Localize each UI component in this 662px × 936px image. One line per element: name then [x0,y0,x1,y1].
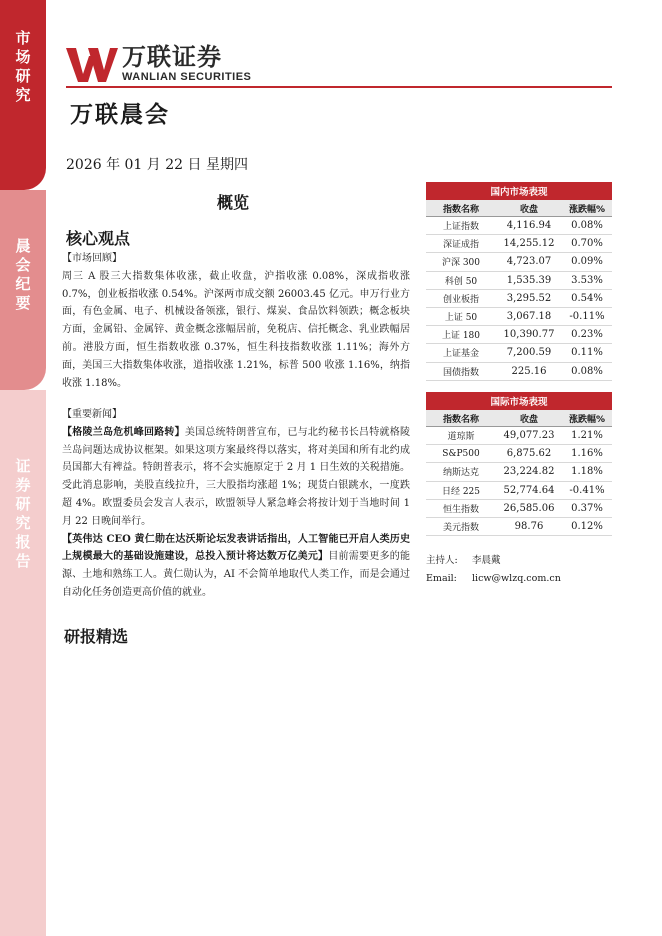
side-banner-market-research [0,0,46,190]
cell-close: 225.16 [511,365,547,377]
cell-index-name: 纳斯达克 [442,468,479,479]
cell-index-name: S&P500 [442,448,480,459]
cell-change: 1.18% [571,466,603,478]
cell-change: 0.70% [571,238,603,250]
core-view-heading: 核心观点 [66,229,131,248]
table-row [426,217,612,235]
side-banner-morning-summary [0,190,46,390]
cell-index-name: 沪深 300 [441,258,481,269]
col-close: 收盘 [519,414,538,425]
table-row [426,253,612,271]
col-change: 涨跌幅% [568,204,606,215]
cell-change: 0.37% [571,502,603,514]
research-picks-heading: 研报精选 [64,627,129,646]
news-tag: 【重要新闻】 [62,409,122,420]
cell-change: 0.54% [571,292,603,304]
cell-index-name: 上证 180 [441,331,481,342]
side-label-middle: 晨会纪要 [13,238,32,314]
cell-index-name: 上证 50 [444,313,478,324]
report-title: 万联晨会 [70,101,170,128]
domestic-table-title: 国内市场表现 [426,182,612,200]
table-row [426,500,612,518]
cell-close: 26,585.06 [503,502,555,514]
cell-index-name: 恒生指数 [442,504,479,515]
logo-name-cn: 万联证券 [122,43,222,71]
logo-name-en: WANLIAN SECURITIES [122,71,252,83]
cell-close: 4,723.07 [506,256,552,268]
side-label-top: 市场研究 [13,30,32,106]
table-row [426,482,612,500]
report-date: 2026 年 01 月 22 日 星期四 [66,157,248,173]
cell-close: 49,077.23 [503,430,555,442]
wanlian-logo-icon [66,44,118,84]
host-name: 李晨戴 [472,555,501,566]
host-label: 主持人: [426,555,458,566]
col-index-name: 指数名称 [442,414,479,425]
cell-close: 14,255.12 [503,238,555,250]
table-row [426,290,612,308]
cell-change: 0.08% [571,365,603,377]
market-review-tag: 【市场回顾】 [62,253,122,264]
news-item1-heading: 【格陵兰岛危机峰回路转】 [62,426,185,438]
news-section [62,406,410,602]
header-divider [66,86,612,88]
news-item2-text: 目前需要更多的能源、土地和熟练工人。黄仁勋认为，AI 不会简单地取代人类工作，而是会通过自动化任务创造更高价值的就业。 [62,551,411,598]
international-table-header [426,410,612,427]
table-row [426,326,612,344]
international-table-title: 国际市场表现 [426,392,612,410]
company-logo [66,44,251,84]
cell-close: 1,535.39 [506,274,552,286]
cell-change: 1.16% [571,448,603,460]
cell-index-name: 科创 50 [444,276,478,287]
cell-index-name: 深证成指 [442,240,479,251]
cell-change: -0.41% [569,484,605,496]
cell-close: 7,200.59 [506,347,552,359]
market-review-text: 周三 A 股三大指数集体收涨，截止收盘，沪指收涨 0.08%，深成指收涨 0.7%，创业板指收涨 0.54%。沪深两市成交额 26003.45 亿元。申万行业方面，有色金属、电子、机械设备领涨，银行、煤炭、食品饮料领跌；概念板块方面，金属铅、金属锌、黄金概念涨幅居前，免税店、信托概念、乳业跌幅居前。港股方面，恒生指数收涨 0.37%，恒生科技指数收涨 1.11%；海外方面，美国三大指数集体收涨，道指收涨 1.21%，标普 500 收涨 1.16%，纳指收涨 1.18%。 [62,270,410,389]
news-item2-heading: 【英伟达 CEO 黄仁勋在达沃斯论坛发表讲话指出，人工智能已开启人类历史上规模最大的基础设施建设，总投入预计将达数万亿美元】 [62,533,410,563]
cell-change: 0.09% [571,256,603,268]
international-market-table [426,392,612,536]
cell-change: 0.08% [571,220,603,232]
domestic-table-body [426,217,612,381]
table-row [426,308,612,326]
domestic-table-header [426,200,612,217]
cell-index-name: 道琼斯 [447,432,475,443]
cell-change: 3.53% [571,274,603,286]
table-row [426,427,612,445]
table-row [426,272,612,290]
cell-change: 0.11% [571,347,603,359]
cell-close: 23,224.82 [503,466,555,478]
table-row [426,235,612,253]
email-label: Email: [426,573,457,584]
overview-heading: 概览 [217,193,250,212]
cell-close: 98.76 [514,521,544,533]
cell-close: 4,116.94 [506,220,552,232]
cell-close: 6,875.62 [506,448,552,460]
market-review-section [62,250,410,392]
cell-index-name: 创业板指 [442,294,479,305]
col-index-name: 指数名称 [442,204,479,215]
cell-close: 52,774.64 [503,484,555,496]
side-banner-research-report [0,390,46,936]
side-label-bottom: 证券研究报告 [13,458,32,572]
cell-change: 0.23% [571,329,603,341]
contact-block [426,552,561,588]
col-close: 收盘 [519,204,538,215]
cell-change: -0.11% [569,311,605,323]
cell-change: 1.21% [571,430,603,442]
cell-index-name: 上证指数 [442,222,479,233]
email-link[interactable]: licw@wlzq.com.cn [472,573,561,584]
cell-close: 3,295.52 [506,292,552,304]
cell-index-name: 日经 225 [441,486,481,497]
table-row [426,463,612,481]
cell-change: 0.12% [571,521,603,533]
side-banner [0,0,46,936]
col-change: 涨跌幅% [568,414,606,425]
domestic-market-table [426,182,612,381]
cell-index-name: 国债指数 [442,367,479,378]
table-row [426,445,612,463]
cell-close: 10,390.77 [503,329,555,341]
news-item1-text: 美国总统特朗普宣布，已与北约秘书长吕特就格陵兰岛问题达成协议框架。如果这项方案最终得以落实，将对美国和所有北约成员国都大有裨益。特朗普表示，将不会实施原定于 2 月 1 日生效的关税措施。受此消息影响，美股直线拉升，三大股指均涨超 1%；现货白银跳水，一度跌超 4%。欧盟委员会发言人表示，欧盟领导人紧急峰会将按计划于当地时间 1 月 22 日晚间举行。 [62,426,411,527]
table-row [426,518,612,536]
cell-close: 3,067.18 [506,311,552,323]
table-row [426,363,612,381]
table-row [426,344,612,362]
international-table-body [426,427,612,536]
cell-index-name: 上证基金 [442,349,479,360]
cell-index-name: 美元指数 [442,523,479,534]
